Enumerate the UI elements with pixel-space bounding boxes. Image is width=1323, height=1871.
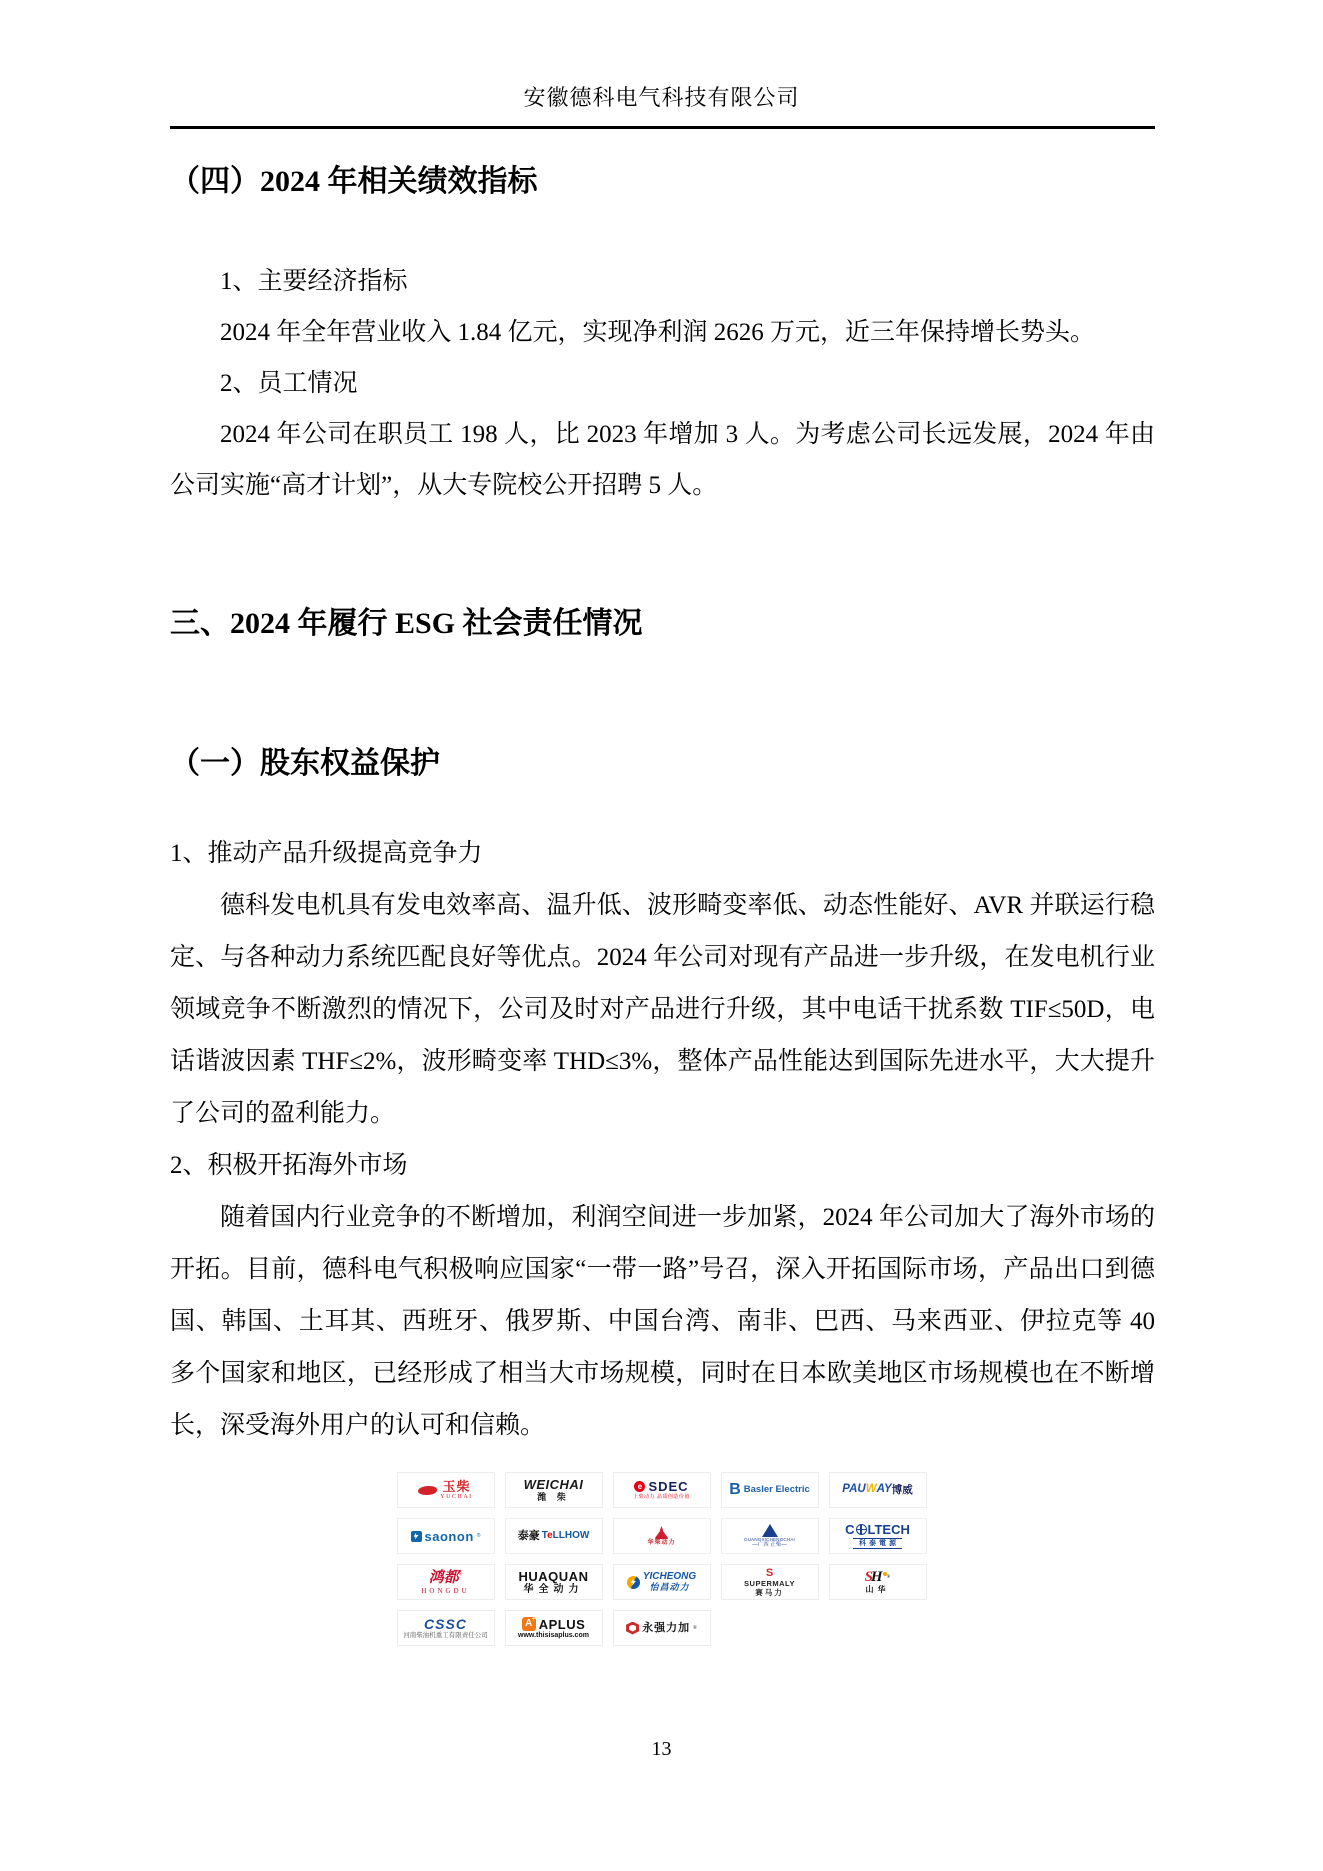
company-name: 安徽德科电气科技有限公司 bbox=[523, 85, 800, 110]
saonon-lightning-icon bbox=[411, 1531, 422, 1542]
aplus-plus-mark: + bbox=[531, 1616, 536, 1623]
logo-text: 永强力加 bbox=[642, 1621, 691, 1634]
logo-huachai bbox=[613, 1518, 711, 1554]
logo-url: www.thisisaplus.com bbox=[518, 1632, 589, 1639]
performance-text-block bbox=[170, 256, 1155, 562]
pauway-w-accent: W bbox=[865, 1483, 877, 1496]
logo-subtext: 科泰電源 bbox=[853, 1538, 902, 1549]
yicheong-gear-icon bbox=[627, 1576, 640, 1589]
logo-text: Basler Electric bbox=[743, 1484, 810, 1496]
logo-subtext: 怡昌动力 bbox=[649, 1582, 690, 1592]
logo-text: YICHEONG bbox=[642, 1571, 697, 1582]
para-upgrade-title: 1、推动产品升级提高竞争力 bbox=[170, 840, 483, 867]
logo-text: WEICHAI bbox=[523, 1477, 584, 1492]
partner-logo-grid bbox=[397, 1472, 927, 1646]
logo-subtext: YUCHAI bbox=[440, 1494, 473, 1500]
logo-text: APLUS bbox=[538, 1616, 586, 1632]
logo-text: 玉柴 bbox=[442, 1479, 471, 1494]
logo-supermaly bbox=[721, 1564, 819, 1600]
chapter-heading-esg: 三、2024 年履行 ESG 社会责任情况 bbox=[170, 607, 643, 640]
para-economic-title: 1、主要经济指标 bbox=[220, 268, 408, 295]
logo-text: C bbox=[845, 1522, 855, 1537]
logo-sdec bbox=[613, 1472, 711, 1508]
logo-subtext: 河南柴油机重工有限责任公司 bbox=[403, 1631, 488, 1639]
logo-text: saonon bbox=[424, 1528, 474, 1544]
logo-subtext: 华全动力 bbox=[523, 1583, 584, 1595]
logo-aplus bbox=[505, 1610, 603, 1646]
logo-tellhow bbox=[505, 1518, 603, 1554]
para-economic-body: 2024 年全年营业收入 1.84 亿元，实现净利润 2626 万元，近三年保持增长势头。 bbox=[220, 319, 1096, 346]
logo-subtext: TeLLHOW bbox=[541, 1530, 590, 1541]
yongqiang-hexagon-icon bbox=[626, 1622, 639, 1635]
logo-subtext: 潍 柴 bbox=[537, 1492, 570, 1502]
logo-yicheong bbox=[613, 1564, 711, 1600]
tellhow-red-e: e bbox=[547, 1530, 553, 1541]
huachai-tower-icon bbox=[655, 1526, 669, 1539]
globe-icon bbox=[856, 1524, 867, 1535]
logo-yuchai bbox=[397, 1472, 495, 1508]
para-staff-title: 2、员工情况 bbox=[220, 370, 358, 397]
registered-mark: ® bbox=[693, 1625, 697, 1631]
logo-text: GUANGXICHENGCHAI bbox=[744, 1536, 795, 1542]
shanhua-sh-icon: S bbox=[864, 1569, 873, 1585]
basler-b-icon: B bbox=[729, 1481, 741, 1498]
yuchai-bird-icon bbox=[418, 1486, 437, 1495]
registered-mark: ® bbox=[458, 1572, 463, 1578]
chengchai-triangle-icon bbox=[762, 1524, 778, 1537]
logo-yongqiang bbox=[613, 1610, 711, 1646]
logo-text: 泰豪 bbox=[517, 1529, 540, 1542]
logo-text: 华柴动力 bbox=[647, 1540, 676, 1546]
logo-text: SUPERMALY bbox=[744, 1579, 795, 1588]
registered-mark: ® bbox=[886, 1575, 891, 1580]
logo-tagline: 上柴动力 品质创造价值 bbox=[633, 1494, 690, 1500]
section-heading-shareholder: （一）股东权益保护 bbox=[170, 747, 440, 780]
page-number: 13 bbox=[651, 1738, 672, 1760]
page-header bbox=[0, 0, 1323, 112]
logo-text: SDEC bbox=[648, 1479, 689, 1494]
logo-subtext: —广西 正柴— bbox=[752, 1542, 787, 1548]
registered-mark: ® bbox=[476, 1532, 481, 1539]
logo-basler bbox=[721, 1472, 819, 1508]
para-overseas-body: 随着国内行业竞争的不断增加，利润空间进一步加紧，2024 年公司加大了海外市场的开拓。目前，德科电气积极响应国家“一带一路”号召，深入开拓国际市场，产品出口到德国、韩国、土耳其、西班牙、俄罗斯、中国台湾、南非、巴西、马来西亚、伊拉克等 40 多个国家和地区，已经形成了相当大市场规模，同时在日本欧美地区市场规模也在不断增长，深受海外用户的认可和信赖。 bbox=[170, 1204, 1155, 1439]
para-upgrade-body: 德科发电机具有发电效率高、温升低、波形畸变率低、动态性能好、AVR 并联运行稳定、与各种动力系统匹配良好等优点。2024 年公司对现有产品进一步升级，在发电机行业领域竞争不断激烈的情况下，公司及时对产品进行升级，其中电话干扰系数 TIF≤50D，电话谐波因素 THF≤2%，波形畸变率 THD≤3%，整体产品性能达到国际先进水平，大大提升了公司的盈利能力。 bbox=[170, 892, 1155, 1127]
sdec-e-icon: e bbox=[634, 1481, 645, 1492]
logo-shanhua: S H $_®$ 山华 bbox=[829, 1564, 927, 1600]
logo-cssc bbox=[397, 1610, 495, 1646]
section-heading-performance: （四）2024 年相关绩效指标 bbox=[170, 165, 538, 198]
header-rule bbox=[170, 126, 1155, 129]
aplus-a-icon: A + bbox=[522, 1617, 536, 1631]
logo-coltech bbox=[829, 1518, 927, 1554]
para-overseas-title: 2、积极开拓海外市场 bbox=[170, 1152, 408, 1179]
logo-subtext: 博威 bbox=[891, 1483, 913, 1496]
logo-saonon bbox=[397, 1518, 495, 1554]
logo-hongdu bbox=[397, 1564, 495, 1600]
logo-weichai bbox=[505, 1472, 603, 1508]
logo-text: PAU bbox=[842, 1483, 866, 1496]
logo-text: CSSC bbox=[424, 1615, 467, 1632]
logo-chengchai bbox=[721, 1518, 819, 1554]
logo-huaquan bbox=[505, 1564, 603, 1600]
logo-text: LTECH bbox=[867, 1522, 910, 1537]
shareholder-text-block bbox=[170, 828, 1155, 1452]
logo-text: HUAQUAN bbox=[518, 1568, 589, 1584]
logo-text: 鸿都 bbox=[428, 1569, 459, 1586]
logo-subtext: 山华 bbox=[865, 1585, 890, 1594]
para-staff-body: 2024 年公司在职员工 198 人，比 2023 年增加 3 人。为考虑公司长远发展，2024 年由公司实施“高才计划”，从大专院校公开招聘 5 人。 bbox=[170, 421, 1155, 499]
logo-subtext: HONGDU bbox=[421, 1586, 470, 1595]
logo-text: AY bbox=[876, 1483, 892, 1496]
logo-subtext: 赛马力 bbox=[755, 1587, 784, 1597]
page-content bbox=[170, 161, 1155, 1452]
logo-pauway bbox=[829, 1472, 927, 1508]
supermaly-s-icon: S bbox=[765, 1567, 774, 1579]
